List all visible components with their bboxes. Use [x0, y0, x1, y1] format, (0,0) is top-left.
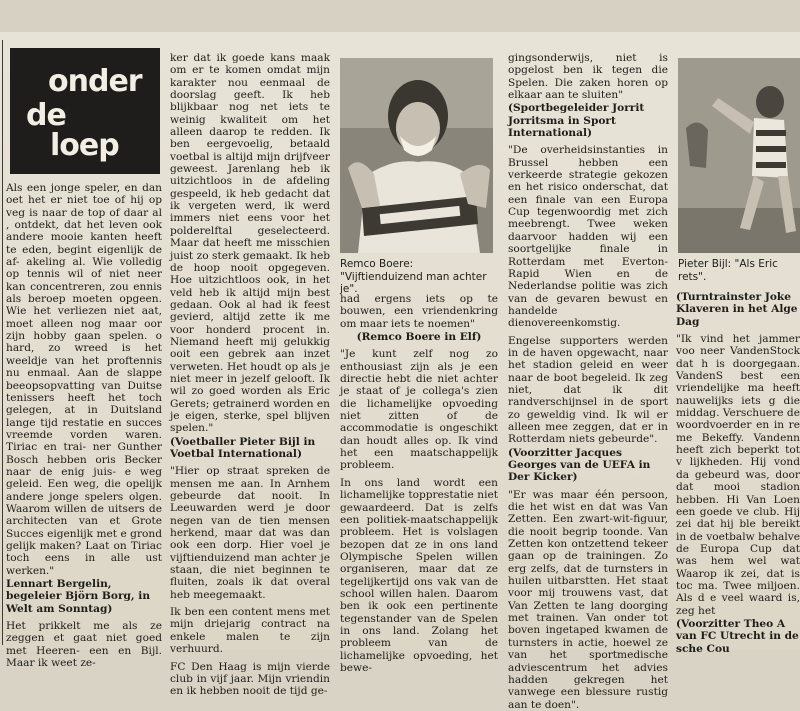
quote-boere-end: had ergens iets op te bouwen, een vriendenkring om maar iets te noemen" — [340, 293, 498, 330]
logo-word-onder: onder — [48, 64, 142, 99]
quote-source-georges: (Voorzitter Jacques Georges van de UEFA in Der Kicker) — [508, 446, 651, 484]
article-column-2 — [170, 52, 330, 698]
quote-klaveren: "Er was maar één persoon, die het wist en dat was Van Zetten. Een zwart-wit-figuur, die nooit begrip toonde. Van Zetten kon ontzettend tekeer gaan op de trainingen. Zo erg zelfs, dat de turnsters in huilen uitbarstten. Het staat voor mij trouwens vast, dat Van Zetten te lang doorging met trainen. Van onder tot boven ingetaped kwamen de turnsters in actie, hoewel ze van het sportmedische adviescentrum het advies hadden gekregen het vanwege een blessure rustig aan te doen". — [508, 488, 668, 711]
player-silhouette-image — [340, 58, 493, 253]
article-column-3 — [340, 293, 498, 674]
quote-bijl-continued: ker dat ik goede kans maak om er te komen omdat mijn karakter nou eenmaal de doorslag geeft. Ik heb blijkbaar nog net iets te weinig kwaliteit om het alleen daarop te redden. Ik ben eergevoelig, betaald voetbal is altijd mijn drijfveer geweest. Jarenlang heb ik uitzichtloos in de afdeling gespeeld, ik heb gedacht dat ik vergeten werd, ik werd immers niet eens voor het polderelftal geselecteerd. Maar dat heeft me misschien juist zo sterk gemaakt. Ik heb de hoop nooit opgegeven. Hoe uitzichtloos ook, in het veld heb ik altijd mijn best gedaan. Ook al had ik feest gevierd, altijd zette ik me voor honderd procent in. Niemand heeft mij gelukkig ooit een gebrek aan inzet verweten. Het houdt op als je niet meer in jezelf gelooft. Ik wil zo goed worden als Eric Gerets; getrainerd worden en je eigen, sterke, spel blijven spelen." — [170, 52, 330, 435]
quote-boere-1: "Hier op straat spreken de mensen me aan. In Arnhem gebeurde dat nooit. In Leeuwarden werd je door negen van de tien mensen herkend, maar dat was dan ook een dorp. Hier voel je vijftienduizend man achter je staan, die niet beginnen te fluiten, zoals ik dat overal heb meegemaakt. — [170, 465, 330, 601]
column-rule-left — [2, 40, 3, 645]
quote-georges-1: "De overheidsinstanties in Brussel hebben een verkeerde strategie gekozen en het risico onderschat, dat een finale van een Europa Cup tegenwoordig met zich meebrengt. Twee weken daarvoor hadden wij een soortgelijke finale in Rotterdam met Everton-Rapid Wien en de Nederlandse politie was zich van de gevaren bewust en handelde dienovereenkomstig. — [508, 144, 668, 330]
photo-pieter-bijl — [678, 58, 800, 253]
article-column-5 — [676, 290, 800, 655]
player-action-image — [678, 58, 800, 253]
quote-source-klaveren: (Turntrainster Joke Klaveren in het Alge Dag — [676, 291, 798, 328]
article-column-4 — [508, 52, 668, 711]
photo-caption-boere: Remco Boere: "Vijftienduizend man achter je". — [340, 258, 487, 295]
quote-boere-2: Ik ben een content mens met mijn driejarig contract na enkele malen te zijn verhuurd. — [170, 606, 330, 656]
quote-theo: "Ik vind het jammer voo neer VandenStock dat h is doorgegaan. VandenS best een vriendelijke ma heeft nauwelijks iets g die middag. Verschuere de woordvoerder en in re me Bekeffy. Vandenn heeft zich beperkt tot v lijkheden. Hij vond da gebeurd was, door dat mooi stadion hebben. Hi Van Loen een goede ve club. Hij zei dat hij ble bereikt in de voetbalw behalve de Europa Cup dat was hem wel wat Waarop ik zei, dat is toc ma. Twee miljoen. Als d e veel waard is, zeg het — [676, 333, 800, 617]
quote-jorritsma-2: In ons land wordt een lichamelijke topprestatie niet gewaardeerd. Dat is zelfs een politiek-maatschappelijk probleem. Het is volslagen bezopen dat ze in ons land Olympische Spelen willen organiseren, maar dat ze tegelijkertijd ons vak van de school willen halen. Daarom ben ik ook een pertinente tegenstander van de Spelen in ons land. Zolang het probleem van de lichamelijke opvoeding, het bewe- — [340, 476, 498, 674]
quote-bijl-start: Het prikkelt me als ze zeggen et gaat niet goed met Heeren- een en Bijl. Maar ik weet ze- — [6, 620, 162, 670]
logo-word-loep: loep — [50, 128, 119, 163]
quote-jorritsma-1: "Je kunt zelf nog zo enthousiast zijn als je een directie hebt die niet achter je staat of je collega's zien die lichamelijke opvoeding niet zitten of de accommodatie is ongeschikt dan houdt alles op. Ik vind het een maatschappelijk probleem. — [340, 348, 498, 472]
column-logo — [10, 48, 160, 174]
quote-source-bergelin: Lennart Bergelin, begeleier Björn Borg, in Welt am Sonntag) — [6, 578, 151, 615]
quote-boere-3: FC Den Haag is mijn vierde club in vijf jaar. Mijn vriendin en ik hebben nooit de tijd ge- — [170, 660, 330, 698]
photo-remco-boere — [340, 58, 493, 253]
quote-source-theo: (Voorzitter Theo A van FC Utrecht in de sche Cou — [676, 617, 799, 655]
page-top-margin — [0, 0, 800, 32]
photo-caption-bijl: Pieter Bijl: "Als Eric rets". — [678, 258, 778, 283]
quote-source-bijl: (Voetballer Pieter Bijl in Voetbal International) — [170, 435, 316, 460]
quote-bergelin: Als een jonge speler, en dan oet het er niet toe of hij op veg is naar de top of daar al , ontdekt, dat het leven ook andere mooie kanten heeft te eden, begint eigenlijk de af- akeling al. Wie volledig op tennis wil of niet neer kan concentreren, zou ennis als beroep moeten opgeen. Wie het verliezen niet aat, moet alleen nog maar oor zijn hobby gaan spelen. o hard, zo wreed is het weeldje van het proftennis nu enmaal. Aan de slappe beeopsopvatting van Duitse tenissers heeft het toch gelegen, at in Duitsland lange tijd restatie en succes vreemde vorden waren. Tiriac en trai- ner Gunther Bosch hebben oris Becker naar de enig juis- e weg geleid. Een weg, die opelijk andere jonge spelers olgen. Waarom willen de uitsers de architecten van et Grote Succes eigenlijk met e grond gelijk maken? Laat on Tiriac toch eens in alle ust werken." — [6, 182, 162, 577]
logo-word-de: de — [26, 98, 66, 133]
quote-source-jorritsma: (Sportbegeleider Jorrit Jorritsma in Sport International) — [508, 102, 645, 140]
quote-jorritsma-end: gingsonderwijs, niet is opgelost ben ik tegen die Spelen. Die zaken horen op elkaar aan te sluiten" — [508, 52, 668, 102]
quote-georges-2: Engelse supporters werden in de haven opgewacht, naar het stadion geleid en weer naar de boot begeleid. Ik zeg niet, dat ik dit randverschijnsel in de sport zo geweldig vind. Ik wil er alleen mee zeggen, dat er in Rotterdam niets gebeurde". — [508, 334, 668, 446]
article-column-1 — [6, 182, 162, 670]
quote-source-boere: (Remco Boere in Elf) — [356, 331, 482, 344]
